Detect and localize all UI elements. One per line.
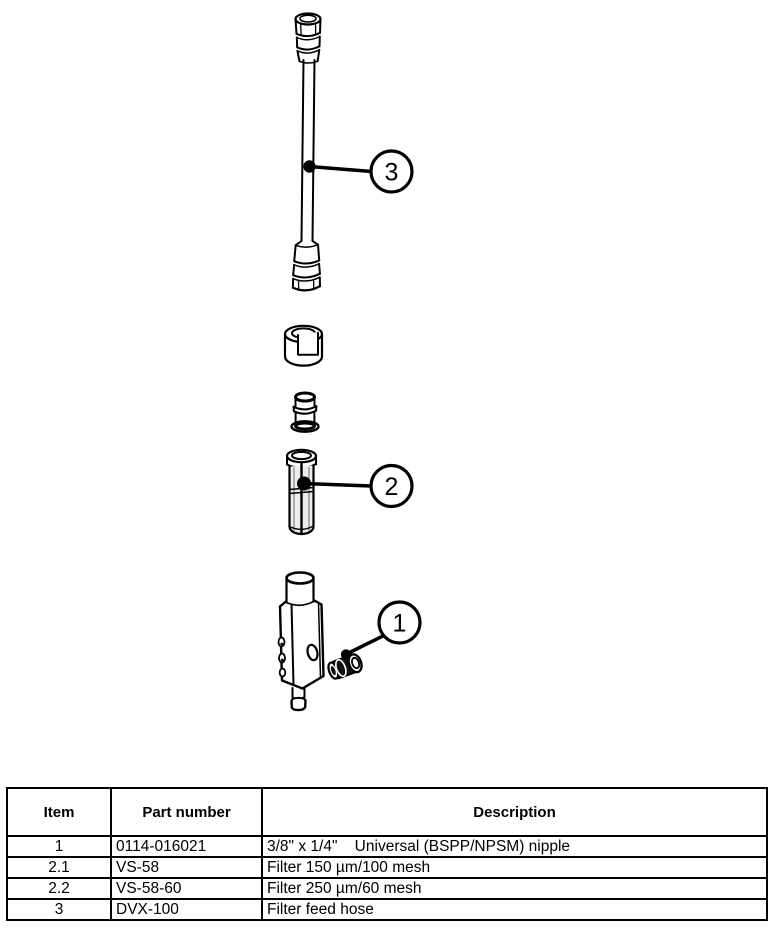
callout-3-leader: [310, 167, 372, 172]
parts-table: [6, 787, 768, 921]
description-cell: Filter 150 µm/100 mesh: [262, 857, 767, 878]
header-part-number: Part number: [111, 788, 262, 836]
table-row: [7, 857, 767, 878]
part-number-cell: DVX-100: [111, 899, 262, 920]
nozzle-part: [292, 393, 319, 432]
cap-nut-part: [285, 326, 322, 366]
part-number-cell: VS-58-60: [111, 878, 262, 899]
filter-part: [287, 450, 316, 534]
item-cell: 1: [7, 836, 111, 857]
header-description: Description: [262, 788, 767, 836]
table-header-row: [7, 788, 767, 836]
table-row: [7, 836, 767, 857]
table-row: [7, 878, 767, 899]
callout-3-label: 3: [384, 158, 399, 187]
callout-1: [348, 602, 421, 654]
callout-2-label: 2: [384, 473, 399, 501]
description-cell: 3/8" x 1/4" Universal (BSPP/NPSM) nipple: [262, 836, 767, 857]
part-number-cell: VS-58: [111, 857, 262, 878]
hose-part: [293, 14, 321, 291]
valve-body-part: [279, 573, 324, 711]
item-cell: 3: [7, 899, 111, 920]
table-row: [7, 899, 767, 920]
header-item: Item: [7, 788, 111, 836]
item-cell: 2.2: [7, 878, 111, 899]
nipple-part: [326, 649, 363, 681]
callout-3: [303, 151, 412, 192]
callout-1-label: 1: [392, 609, 407, 638]
description-cell: Filter feed hose: [262, 899, 767, 920]
callout-1-leader: [348, 634, 389, 654]
callout-2-leader: [304, 484, 371, 487]
description-cell: Filter 250 µm/60 mesh: [262, 878, 767, 899]
item-cell: 2.1: [7, 857, 111, 878]
part-number-cell: 0114-016021: [111, 836, 262, 857]
